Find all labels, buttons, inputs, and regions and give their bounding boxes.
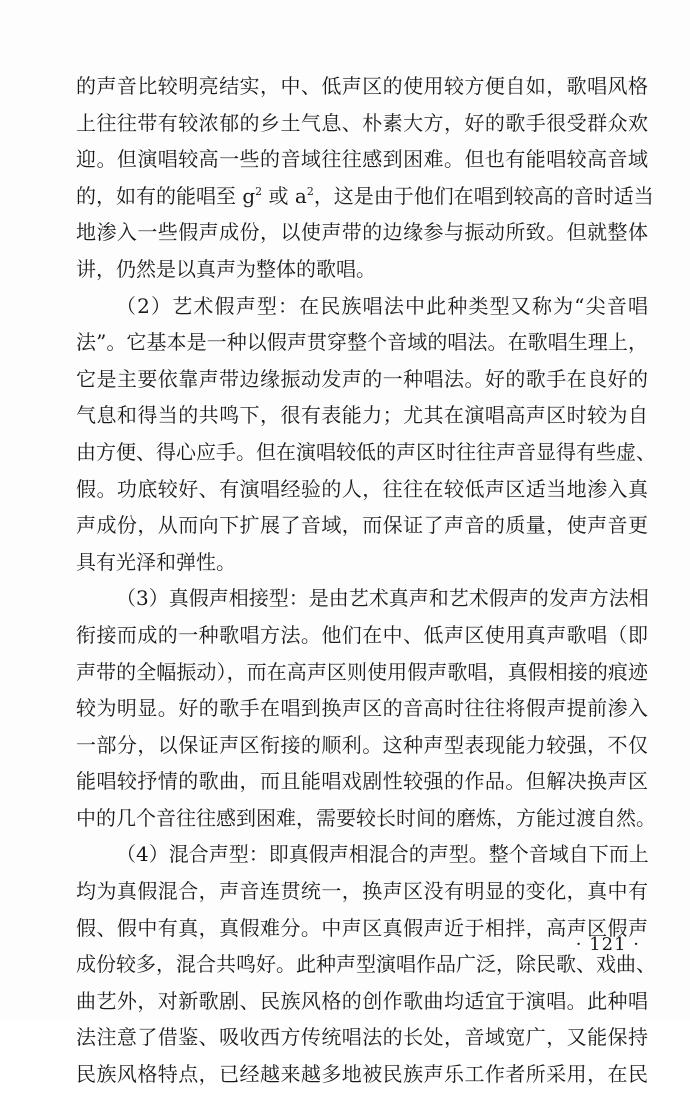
superscript: 2 [255, 184, 263, 198]
text-line: 上往往带有较浓郁的乡土气息、朴素大方，好的歌手很受群众欢 [76, 110, 648, 135]
superscript: 2 [306, 184, 314, 198]
text-line: 衔接而成的一种歌唱方法。他们在中、低声区使用真声歌唱（即 [76, 622, 648, 647]
text-line: 讲，仍然是以真声为整体的歌唱。 [76, 256, 376, 281]
text-line: 法”。它基本是一种以假声贯穿整个音域的唱法。在歌唱生理上， [76, 330, 648, 355]
text-line: 的声音比较明亮结实，中、低声区的使用较方便自如，歌唱风格 [76, 74, 648, 98]
text-line: 中的几个音往往感到困难，需要较长时间的磨炼，方能过渡自然。 [76, 805, 656, 830]
text-line: 均为真假混合，声音连贯统一，换声区没有明显的变化，真中有 [76, 879, 648, 904]
text-line: 气息和得当的共鸣下，很有表能力；尤其在演唱高声区时较为自 [76, 403, 648, 428]
text-line: 能唱较抒情的歌曲，而且能唱戏剧性较强的作品。但解决换声区 [76, 769, 648, 794]
text-line: 地渗入一些假声成份，以使声带的边缘参与振动所致。但就整体 [76, 220, 648, 245]
text-line: 声带的全幅振动），而在高声区则使用假声歌唱，真假相接的痕迹 [76, 659, 648, 684]
text-line: （4）混合声型：即真假声相混合的声型。整个音域自下而上 [116, 842, 649, 867]
text-line: 曲艺外，对新歌剧、民族风格的创作歌曲均适宜于演唱。此种唱 [76, 988, 648, 1013]
text-segment: 或 a [262, 183, 307, 208]
text-line-with-superscripts [76, 178, 654, 215]
text-segment: ，这是由于他们在唱到较高的音时适当 [313, 183, 654, 208]
text-line: （3）真假声相接型：是由艺术真声和艺术假声的发声方法相 [116, 586, 649, 611]
text-line: 它是主要依靠声带边缘振动发声的一种唱法。好的歌手在良好的 [76, 366, 648, 391]
text-line: 声成份，从而向下扩展了音域，而保证了声音的质量，使声音更 [76, 513, 648, 538]
text-line: 成份较多，混合共鸣好。此种声型演唱作品广泛，除民歌、戏曲、 [76, 952, 656, 977]
text-line: 一部分，以保证声区衔接的顺利。这种声型表现能力较强，不仅 [76, 732, 648, 757]
text-line: 迎。但演唱较高一些的音域往往感到困难。但也有能唱较高音域 [76, 147, 648, 172]
text-line: 假、假中有真，真假难分。中声区真假声近于相拌，高声区假声 [76, 915, 648, 940]
text-line: 民族风格特点，已经越来越多地被民族声乐工作者所采用，在民 [76, 1062, 648, 1087]
page-number: · 121 · [575, 934, 640, 955]
text-line: 较为明显。好的歌手在唱到换声区的音高时往往将假声提前渗入 [76, 696, 648, 721]
text-line: 由方便、得心应手。但在演唱较低的声区时往往声音显得有些虚、 [76, 439, 656, 464]
text-line: 假。功底较好、有演唱经验的人，往往在较低声区适当地渗入真 [76, 476, 648, 501]
text-line: 法注意了借鉴、吸收西方传统唱法的长处，音域宽广，又能保持 [76, 1025, 648, 1050]
text-line: （2）艺术假声型：在民族唱法中此种类型又称为“尖音唱 [116, 293, 648, 318]
text-line: 具有光泽和弹性。 [76, 549, 236, 574]
text-segment: 的，如有的能唱至 g [76, 183, 256, 208]
